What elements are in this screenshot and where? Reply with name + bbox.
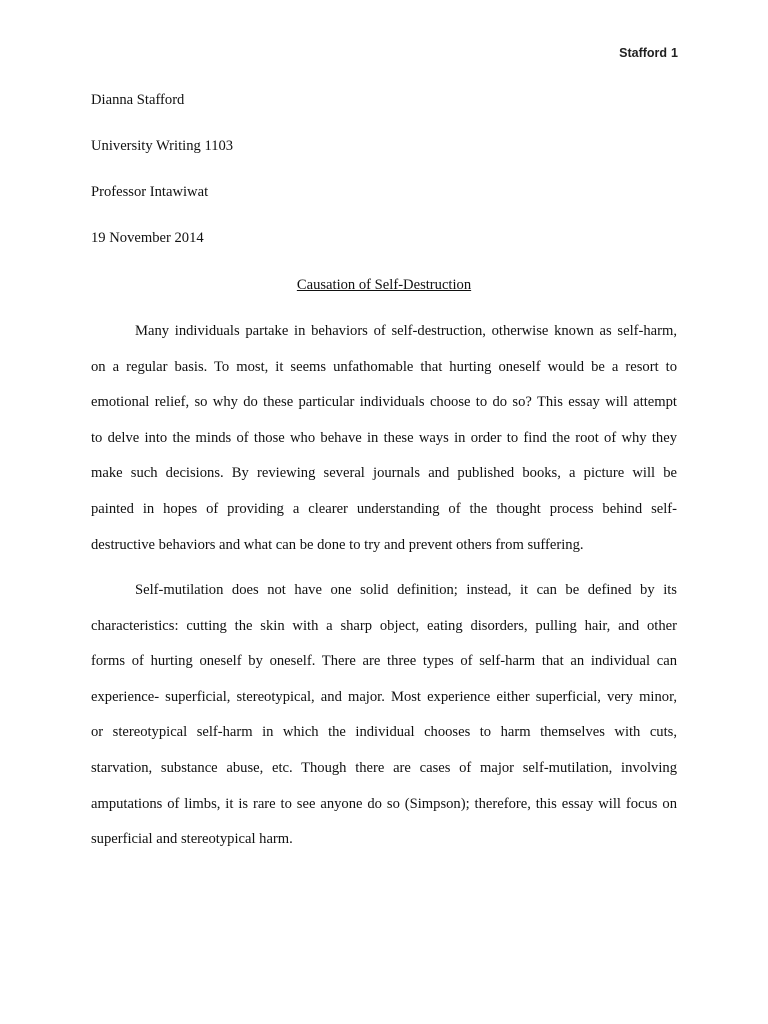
paragraph-line: amputations of limbs, it is rare to see anyone do so (Simpson); therefore, this essay will focus on (91, 795, 677, 812)
running-head-name: Stafford (619, 46, 668, 60)
mla-heading (91, 92, 681, 276)
essay-title: Causation of Self-Destruction (296, 277, 472, 293)
paragraph-line: destructive behaviors and what can be done to try and prevent others from suffering. (91, 536, 584, 553)
course-name: University Writing 1103 (91, 138, 234, 154)
paragraph-line: superficial and stereotypical harm. (91, 831, 293, 848)
professor-name: Professor Intawiwat (91, 184, 209, 200)
paragraph-line: to delve into the minds of those who behave in these ways in order to find the root of why they (91, 429, 677, 446)
paragraph-line: Self-mutilation does not have one solid definition; instead, it can be defined by its (135, 582, 677, 598)
paragraph-line: painted in hopes of providing a clearer understanding of the thought process behind self- (91, 500, 677, 517)
student-name: Dianna Stafford (91, 92, 185, 108)
paragraph-line: starvation, substance abuse, etc. Though there are cases of major self-mutilation, involving (91, 759, 677, 776)
paragraph-2 (91, 582, 677, 867)
paragraph-line: Many individuals partake in behaviors of self-destruction, otherwise known as self-harm, (135, 323, 677, 339)
paragraph-line: emotional relief, so why do these particular individuals choose to do so? This essay will attempt (91, 394, 677, 411)
paragraph-line: experience- superficial, stereotypical, and major. Most experience either superficial, very minor, (91, 688, 677, 705)
page-number: 1 (671, 46, 678, 60)
paragraph-line: or stereotypical self-harm in which the individual chooses to harm themselves with cuts, (91, 724, 677, 741)
paragraph-line: on a regular basis. To most, it seems unfathomable that hurting oneself would be a resort to (91, 358, 677, 375)
paragraph-line: forms of hurting oneself by oneself. There are three types of self-harm that an individual can (91, 653, 677, 670)
paragraph-1 (91, 323, 677, 572)
paragraph-line: characteristics: cutting the skin with a sharp object, eating disorders, pulling hair, and other (91, 617, 677, 634)
submission-date: 19 November 2014 (91, 230, 204, 246)
paragraph-line: make such decisions. By reviewing several journals and published books, a picture will be (91, 465, 677, 482)
running-head (619, 46, 678, 60)
